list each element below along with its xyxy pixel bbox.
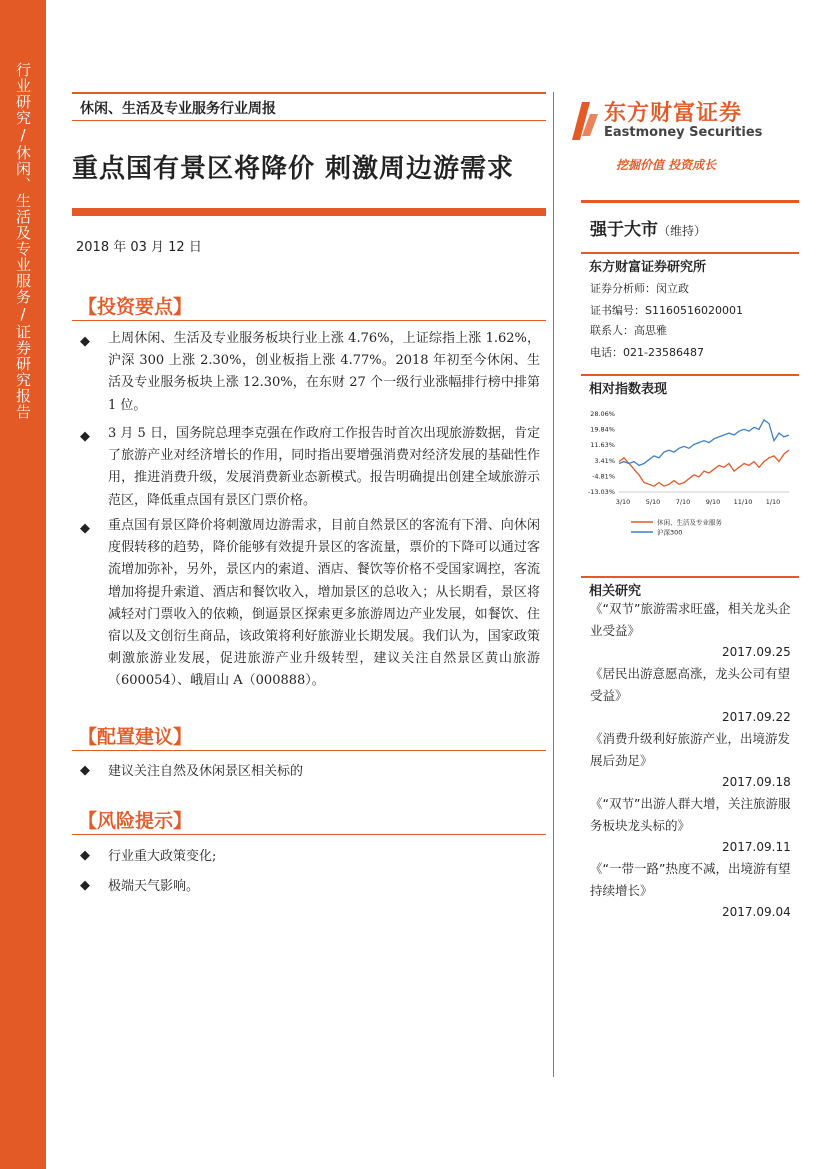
related-research-heading: 相关研究 [589, 584, 642, 599]
x-tick-label: 3/10 [615, 498, 631, 506]
bullet-icon: ◆ [80, 763, 90, 778]
series-line [619, 420, 789, 466]
related-item-date: 2017.09.04 [722, 905, 791, 919]
series-line [619, 450, 789, 486]
related-item-title[interactable]: 《“双节”出游人群大增，关注旅游服务板块龙头标的》 [590, 796, 791, 833]
rating-note: （维持） [658, 224, 707, 238]
y-tick-label: 11.63% [590, 441, 615, 450]
sidebar [0, 0, 46, 1169]
report-category: 休闲、生活及专业服务行业周报 [80, 101, 276, 117]
related-item-date: 2017.09.25 [722, 645, 791, 659]
section-heading-investment: 【投资要点】 [78, 296, 193, 318]
related-item-title[interactable]: 《“一带一路”热度不减，出境游有望持续增长》 [590, 861, 791, 898]
bullet-icon: ◆ [80, 848, 90, 863]
brand-logo-icon [568, 96, 600, 144]
brand-name-cn: 东方财富证券 [604, 101, 743, 126]
relative-index-chart [581, 404, 799, 544]
x-tick-label: 11/10 [733, 498, 753, 506]
x-tick-label: 1/10 [765, 498, 781, 506]
legend-label: 沪深300 [657, 528, 683, 537]
index-performance-header [581, 374, 799, 397]
y-tick-label: -4.81% [592, 472, 615, 481]
related-item-date: 2017.09.18 [722, 775, 791, 789]
analyst-cert: 证书编号：S1160516020001 [590, 304, 743, 317]
column-divider [553, 92, 554, 1077]
rating [590, 215, 706, 240]
risk-item: 极端天气影响。 [108, 879, 200, 894]
analyst-org: 东方财富证券研究所 [589, 260, 707, 275]
y-tick-label: 19.84% [590, 425, 615, 434]
report-date: 2018 年 03 月 12 日 [76, 240, 202, 255]
related-item-title[interactable]: 《“双节”旅游需求旺盛，相关龙头企业受益》 [590, 601, 791, 638]
bullet-icon: ◆ [80, 521, 90, 536]
risk-item: 行业重大政策变化; [108, 849, 217, 864]
bullet-icon: ◆ [80, 429, 90, 444]
paragraph-scenic-price-cut: 重点国有景区降价将刺激周边游需求，目前自然景区的客流有下滑、向休闲度假转移的趋势，降价能够有效提升景区的客流量，票价的下降可以通过客流增加弥补，另外，景区内的索道、酒店、餐饮等价格不受国家调控，客流增加将提升索道、酒店和餐饮收入，增加景区的总收入；从长期看，景区将减轻对门票收入的依赖，倒逼景区探索更多旅游周边产业发展，如餐饮、住宿以及文创衍生商品，该政策将利好旅游业长期发展。我们认为，国家政策刺激旅游业发展，促进旅游产业升级转型，建议关注自然景区黄山旅游（600054）、峨眉山 A（000888）。 [108, 518, 540, 689]
paragraph-government-report: 3 月 5 日，国务院总理李克强在作政府工作报告时首次出现旅游数据，肯定了旅游产业对经济增长的作用，同时指出要增强消费对经济发展的基础性作用，推进消费升级，发展消费新业态新模式。报告明确提出创建全域旅游示范区，降低重点国有景区门票价格。 [108, 426, 540, 508]
related-item-title[interactable]: 《消费升级利好旅游产业，出境游发展后劲足》 [590, 731, 791, 768]
sidebar-label: 行业研究/休闲、生活及专业服务/证券研究报告 [14, 62, 32, 420]
section-divider [72, 834, 546, 835]
y-tick-label: 28.06% [590, 410, 615, 418]
rating-divider [581, 200, 799, 203]
section-heading-allocation: 【配置建议】 [78, 726, 193, 748]
legend-label: 休闲、生活及专业服务 [657, 518, 722, 527]
contact-person: 联系人：高思雅 [590, 324, 667, 337]
analyst-org-header [581, 252, 799, 275]
index-performance-heading: 相对指数表现 [589, 382, 668, 397]
section-divider [72, 750, 546, 751]
brand-slogan: 挖掘价值 投资成长 [616, 158, 717, 172]
brand-name-en: Eastmoney Securities [604, 125, 763, 140]
y-tick-label: 3.41% [594, 456, 615, 465]
x-tick-label: 5/10 [645, 498, 661, 506]
allocation-item: 建议关注自然及休闲景区相关标的 [108, 764, 304, 779]
related-research-header [581, 576, 799, 599]
report-title: 重点国有景区将降价 刺激周边游需求 [72, 154, 515, 184]
report-category-header [72, 92, 546, 121]
related-item-title[interactable]: 《居民出游意愿高涨，龙头公司有望受益》 [590, 666, 791, 703]
title-divider [72, 208, 546, 216]
x-tick-label: 7/10 [675, 498, 691, 506]
analyst-name: 证券分析师：闵立政 [590, 282, 689, 295]
contact-phone: 电话：021-23586487 [590, 346, 704, 359]
paragraph-weekly-performance: 上周休闲、生活及专业服务板块行业上涨 4.76%，上证综指上涨 1.62%，沪深 300 上涨 2.30%，创业板指上涨 4.77%。2018 年初至今休闲、生活及专业服务板块上涨 12.30%，在东财 27 个一级行业涨幅排行榜中排第 1 位。 [108, 331, 540, 413]
bullet-icon: ◆ [80, 878, 90, 893]
rating-label: 强于大市 [590, 220, 658, 240]
related-item-date: 2017.09.11 [722, 840, 791, 854]
x-tick-label: 9/10 [705, 498, 721, 506]
section-heading-risk: 【风险提示】 [78, 810, 193, 832]
section-divider [72, 320, 546, 321]
y-tick-label: -13.03% [587, 488, 615, 496]
bullet-icon: ◆ [80, 334, 90, 349]
related-item-date: 2017.09.22 [722, 710, 791, 724]
